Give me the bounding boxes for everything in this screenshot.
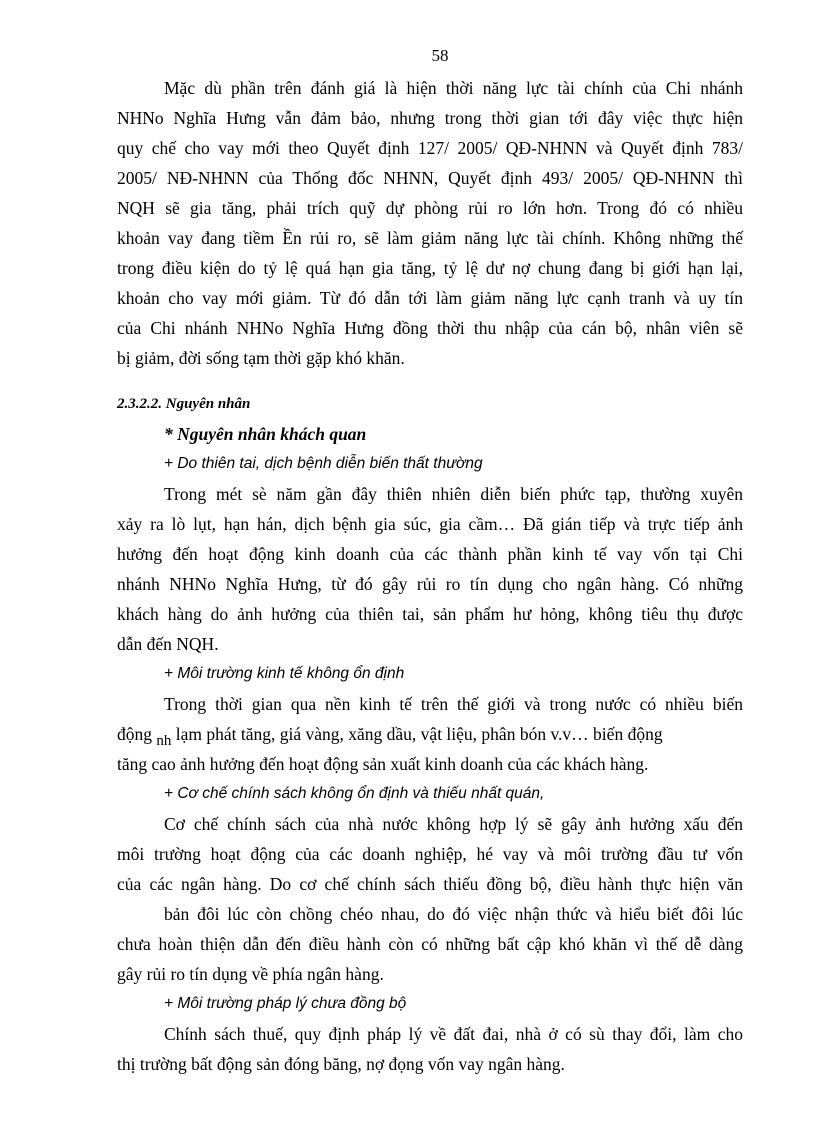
paragraph-line: khoản vay đang tiềm Ền rủi ro, sẽ làm giảm năng lực tài chính. Không những thế	[117, 228, 743, 248]
factor-title: + Môi trường pháp lý chưa đồng bộ	[164, 995, 407, 1012]
paragraph-line: xảy ra lò lụt, hạn hán, dịch bệnh gia súc, gia cầm… Đã gián tiếp và trực tiếp ảnh	[117, 514, 743, 534]
paragraph-line: trong điều kiện do tỷ lệ quá hạn gia tăng, tỷ lệ dư nợ chung đang bị giới hạn lại,	[117, 258, 743, 278]
paragraph-line	[117, 719, 743, 749]
paragraph-line: quy chế cho vay mới theo Quyết định 127/ 2005/ QĐ-NHNN và Quyết định 783/	[117, 138, 743, 158]
page-body	[117, 73, 743, 1079]
paragraph-line: NQH sẽ gia tăng, phải trích quỹ dự phòng rủi ro lớn hơn. Trong đó có nhiều	[117, 198, 743, 218]
paragraph-line: Cơ chế chính sách của nhà nước không hợp lý sẽ gây ảnh hưởng xấu đến	[164, 814, 743, 834]
stray-subscript: nh	[156, 733, 172, 749]
paragraph-line: tăng cao ảnh hưởng đến hoạt động sản xuất kinh doanh của các khách hàng.	[117, 754, 649, 774]
paragraph-line: của Chi nhánh NHNo Nghĩa Hưng đồng thời thu nhập của cán bộ, nhân viên sẽ	[117, 318, 743, 338]
factor-title: + Môi trường kinh tế không ổn định	[164, 665, 405, 682]
paragraph-fragment: lạm phát tăng, giá vàng, xăng dầu, vật liệu, phân bón v.v… biến động	[175, 724, 663, 744]
paragraph-line: môi trường hoạt động của các doanh nghiệp, hé vay và môi trường đầu tư vốn	[117, 844, 743, 864]
paragraph-line: NHNo Nghĩa Hưng vẫn đảm bảo, nhưng trong thời gian tới đây việc thực hiện	[117, 108, 743, 128]
page-number: 58	[431, 46, 449, 65]
paragraph-line: Trong thời gian qua nền kinh tế trên thế giới và trong nước có nhiều biến	[164, 694, 743, 714]
paragraph-line: khoản cho vay mới giảm. Từ đó dẫn tới làm giảm năng lực cạnh tranh và uy tín	[117, 288, 743, 308]
factor-title: + Cơ chế chính sách không ổn định và thiếu nhất quán,	[164, 785, 545, 802]
paragraph-line: khách hàng do ảnh hưởng của thiên tai, sản phẩm hư hỏng, không tiêu thụ được	[117, 604, 743, 624]
paragraph-line: dẫn đến NQH.	[117, 634, 219, 654]
section-heading: 2.3.2.2. Nguyên nhân	[117, 396, 251, 412]
paragraph-line: 2005/ NĐ-NHNN của Thống đốc NHNN, Quyết định 493/ 2005/ QĐ-NHNN thì	[117, 168, 743, 188]
paragraph-fragment: động	[117, 724, 152, 744]
paragraph-line: của các ngân hàng. Do cơ chế chính sách thiếu đồng bộ, điều hành thực hiện văn	[117, 874, 743, 894]
paragraph-line: chưa hoàn thiện dẫn đến điều hành còn có những bất cập khó khăn vì thế dễ dàng	[117, 934, 743, 954]
paragraph-line: gây rủi ro tín dụng về phía ngân hàng.	[117, 964, 384, 984]
paragraph-line: Trong mét sè năm gần đây thiên nhiên diễn biến phức tạp, thường xuyên	[164, 484, 743, 504]
paragraph-line: Chính sách thuế, quy định pháp lý về đất đai, nhà ở có sù thay đổi, làm cho	[164, 1024, 743, 1044]
factor-title: + Do thiên tai, dịch bệnh diễn biến thất thường	[164, 455, 483, 472]
paragraph-line: Mặc dù phần trên đánh giá là hiện thời năng lực tài chính của Chi nhánh	[164, 78, 743, 98]
paragraph-line: bị giảm, đời sống tạm thời gặp khó khăn.	[117, 348, 405, 368]
subsection-heading: * Nguyên nhân khách quan	[164, 424, 367, 444]
paragraph-line: hưởng đến hoạt động kinh doanh của các thành phần kinh tế vay vốn tại Chi	[117, 544, 743, 564]
paragraph-line: thị trường bất động sản đóng băng, nợ đọng vốn vay ngân hàng.	[117, 1054, 565, 1074]
paragraph-line: nhánh NHNo Nghĩa Hưng, từ đó gây rủi ro tín dụng cho ngân hàng. Có những	[117, 574, 743, 594]
paragraph-line: bản đôi lúc còn chồng chéo nhau, do đó việc nhận thức và hiểu biết đôi lúc	[164, 904, 743, 924]
